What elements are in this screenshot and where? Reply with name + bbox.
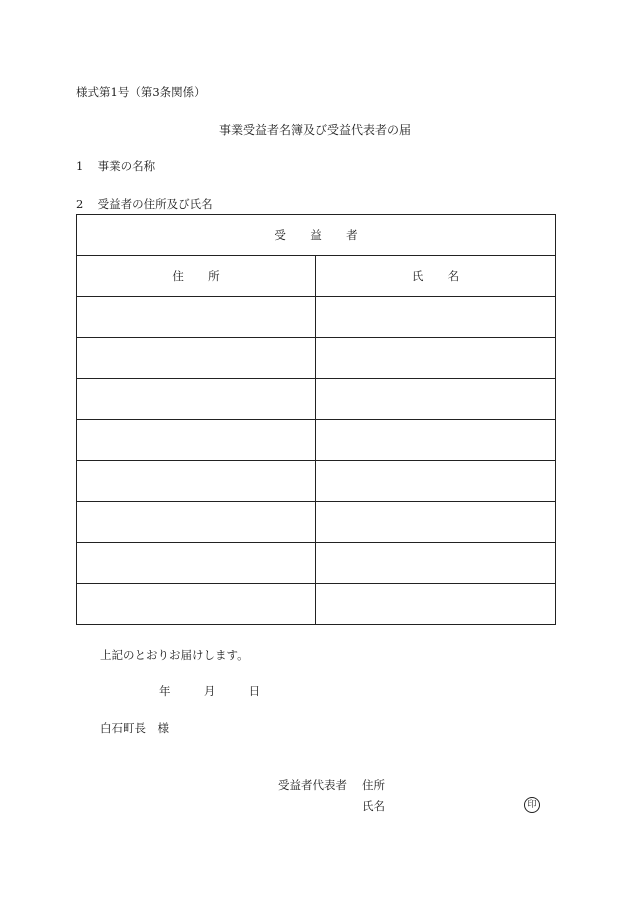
table-row — [77, 379, 555, 420]
representative-name-label: 氏名 — [362, 799, 385, 813]
table-group-header: 受 益 者 — [274, 228, 368, 242]
table-row — [77, 543, 555, 584]
name-cell[interactable] — [316, 338, 555, 378]
submission-notice: 上記のとおりお届けします。 — [100, 648, 249, 662]
table-row — [77, 420, 555, 461]
address-cell[interactable] — [77, 584, 316, 625]
beneficiary-table — [76, 214, 556, 625]
address-cell[interactable] — [77, 297, 316, 337]
name-cell[interactable] — [316, 543, 555, 583]
table-group-header-row — [77, 215, 555, 256]
address-cell[interactable] — [77, 379, 316, 419]
representative-label: 受益者代表者 — [278, 778, 347, 792]
section-number: 2 — [76, 197, 84, 211]
representative-address-label: 住所 — [362, 778, 385, 792]
date-month: 月 — [203, 684, 216, 698]
date-year: 年 — [159, 684, 171, 698]
name-cell[interactable] — [316, 584, 555, 625]
name-cell[interactable] — [316, 502, 555, 542]
seal-mark: 印 — [524, 797, 540, 813]
addressee: 白石町長 様 — [100, 721, 169, 735]
section-item-beneficiaries — [76, 199, 213, 211]
address-cell[interactable] — [77, 461, 316, 501]
column-header-address: 住 所 — [77, 256, 316, 296]
address-cell[interactable] — [77, 338, 316, 378]
section-label: 受益者の住所及び氏名 — [97, 197, 213, 211]
name-cell[interactable] — [316, 379, 555, 419]
address-cell[interactable] — [77, 502, 316, 542]
section-label: 事業の名称 — [97, 159, 156, 173]
table-row — [77, 297, 555, 338]
table-row — [77, 584, 555, 625]
date-line — [159, 686, 260, 698]
table-row — [77, 461, 555, 502]
name-cell[interactable] — [316, 297, 555, 337]
table-row — [77, 338, 555, 379]
date-day: 日 — [248, 684, 261, 698]
address-cell[interactable] — [77, 543, 316, 583]
table-row — [77, 502, 555, 543]
section-item-project-name — [76, 161, 155, 173]
name-cell[interactable] — [316, 420, 555, 460]
name-cell[interactable] — [316, 461, 555, 501]
document-title: 事業受益者名簿及び受益代表者の届 — [218, 123, 411, 137]
table-column-header-row — [77, 256, 555, 297]
form-number: 様式第1号（第3条関係） — [76, 85, 206, 99]
section-number: 1 — [76, 159, 84, 173]
address-cell[interactable] — [77, 420, 316, 460]
column-header-name: 氏 名 — [411, 269, 470, 283]
